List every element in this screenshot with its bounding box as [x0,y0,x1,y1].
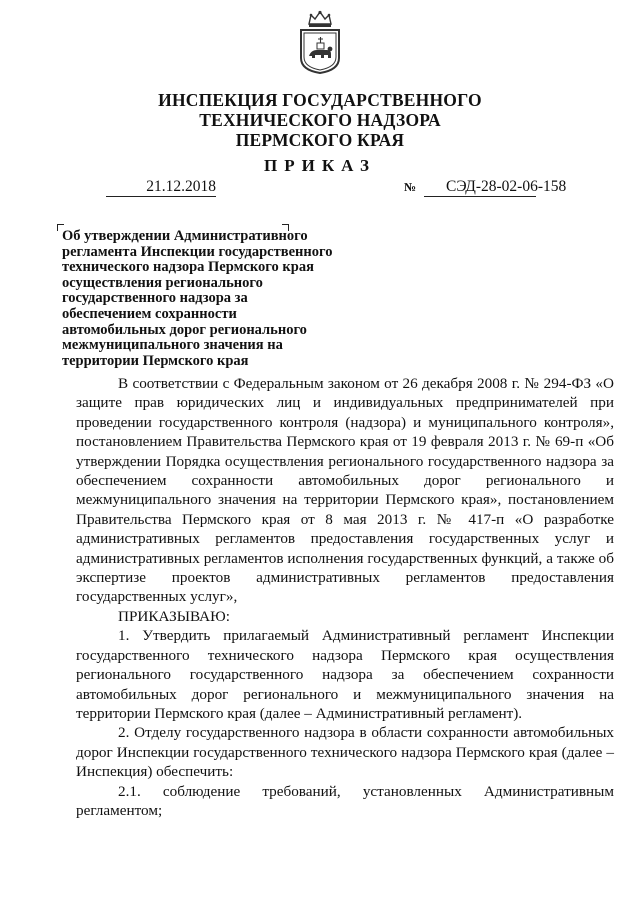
subject-line: осуществления регионального [62,274,263,291]
number-sign: № [404,180,417,194]
org-line-1: ИНСПЕКЦИЯ ГОСУДАРСТВЕННОГО [158,90,482,110]
org-line-2: ТЕХНИЧЕСКОГО НАДЗОРА [199,110,441,130]
item-1-paragraph: 1. Утвердить прилагаемый Административный регламент Инспекции государственного технического надзора Пермского края осуществления регионального государственного надзора за обеспечением сохранности автомобильных дорог регионального и межмуниципального значения на территории Пермского края (далее – Административный регламент). [76,627,614,722]
preamble-paragraph: В соответствии с Федеральным законом от 26 декабря 2008 г. № 294-ФЗ «О защите прав юридических лиц и индивидуальных предпринимателей при проведении государственного контроля (надзора) и муниципального контроля», постановлением Правительства Пермского края от 19 февраля 2013 г. № 69-п «Об утверждении Порядка осуществления регионального государственного надзора за обеспечением сохранности автомобильных дорог регионального и межмуниципального значения на территории Пермского края», постановлением Правительства Пермского края от 8 мая 2013 г. № 417-п «О разработке административных регламентов предоставления государственных услуг и административных регламентов исполнения государственных функций, а также об экспертизе проектов административных регламентов предоставления государственных услуг», [76,375,614,606]
subject-line: обеспечением сохранности [62,305,237,322]
document-body [76,374,614,820]
item-2-paragraph: 2. Отделу государственного надзора в области сохранности автомобильных дорог Инспекции государственного технического надзора Пермского края (далее – Инспекция) обеспечить: [76,724,614,781]
perm-krai-coat-of-arms-icon [297,10,343,74]
item-2-1-paragraph: 2.1. соблюдение требований, установленных Административным регламентом; [76,782,614,819]
document-number: СЭД-28-02-06-158 [446,178,567,195]
subject-line: территории Пермского края [62,352,249,369]
document-subject [62,229,362,369]
subject-line: регламента Инспекции государственного [62,243,333,260]
document-number-field [424,178,567,197]
organization-name [100,90,540,150]
subject-line: автомобильных дорог регионального [62,321,307,338]
subject-line: технического надзора Пермского края [62,259,314,276]
document-type: ПРИКАЗ [264,156,376,175]
subject-line: государственного надзора за [62,290,248,307]
subject-line: Об утверждении Административного [62,228,308,244]
subject-line: межмуниципального значения на [62,337,283,354]
org-line-3: ПЕРМСКОГО КРАЯ [235,130,405,150]
document-date: 21.12.2018 [106,178,216,197]
order-word: ПРИКАЗЫВАЮ: [118,607,230,625]
